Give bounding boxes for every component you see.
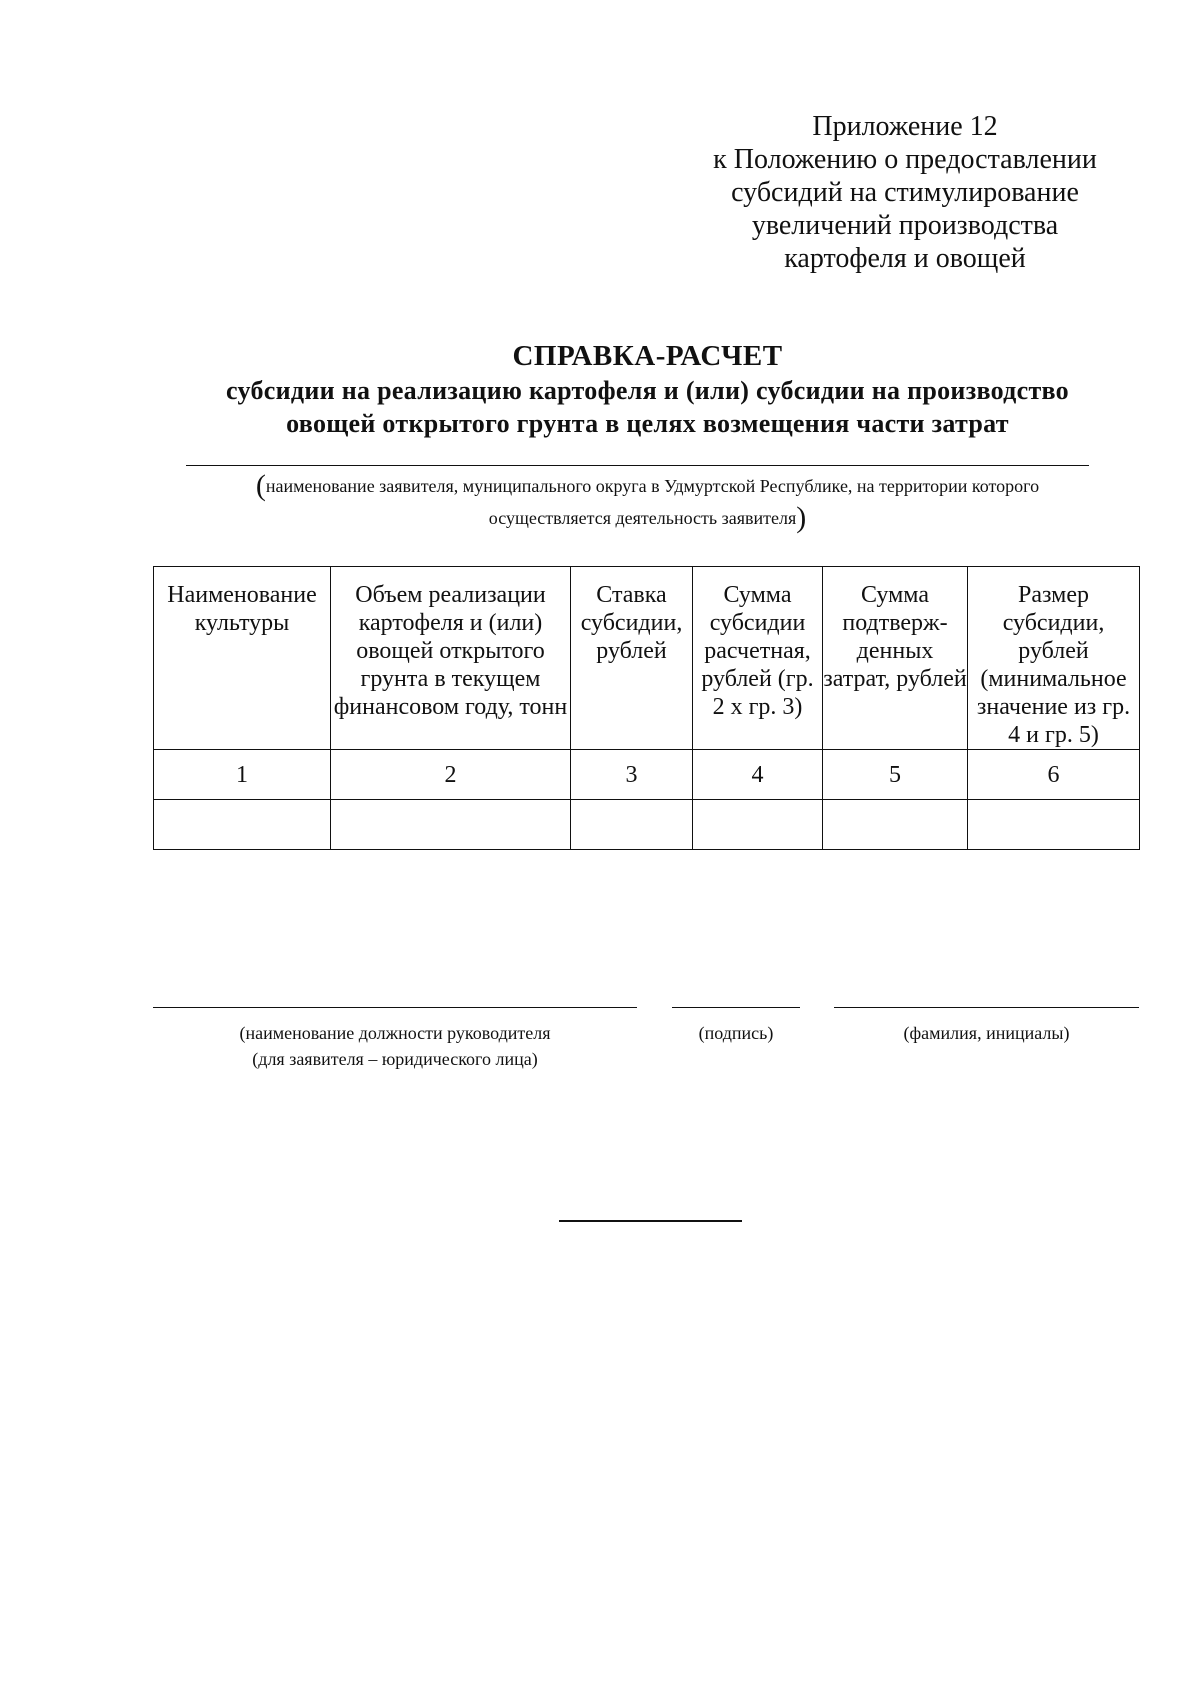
empty-cell — [693, 800, 823, 850]
column-number: 6 — [968, 750, 1140, 800]
column-number: 1 — [154, 750, 331, 800]
empty-cell — [154, 800, 331, 850]
name-caption: (фамилия, инициалы) — [903, 1023, 1070, 1043]
signature-caption: (подпись) — [698, 1023, 774, 1043]
document-title — [150, 338, 1145, 440]
appendix-block — [705, 110, 1105, 275]
applicant-caption-line — [150, 470, 1145, 502]
title-main: СПРАВКА-РАСЧЕТ — [512, 340, 783, 372]
header-subsidy-amount: Размер субсидии, рублей (минимальное значение из гр. 4 и гр. 5) — [968, 567, 1140, 750]
signature-fill-line — [672, 1007, 800, 1008]
appendix-line: картофеля и овощей — [784, 243, 1026, 274]
applicant-fill-line — [186, 465, 1089, 466]
applicant-caption-text: наименование заявителя, муниципального округа в Удмуртской Республике, на территории которого — [265, 476, 1040, 496]
empty-cell — [968, 800, 1140, 850]
header-confirmed-costs: Сумма подтверж-денных затрат, рублей — [823, 567, 968, 750]
title-subtitle-line: овощей открытого грунта в целях возмещения части затрат — [286, 409, 1009, 438]
empty-cell — [571, 800, 693, 850]
column-number: 2 — [331, 750, 571, 800]
applicant-caption-text: осуществляется деятельность заявителя — [488, 508, 797, 528]
appendix-line: увеличений производства — [751, 210, 1059, 241]
position-fill-line — [153, 1007, 637, 1008]
calculation-table — [153, 566, 1140, 850]
position-caption — [153, 1020, 637, 1072]
column-number: 3 — [571, 750, 693, 800]
open-paren: ( — [255, 469, 266, 502]
header-calculated-sum: Сумма субсидии расчетная, рублей (гр. 2 х гр. 3) — [693, 567, 823, 750]
appendix-line: к Положению о предоставлении — [713, 144, 1097, 175]
close-paren: ) — [796, 501, 807, 534]
applicant-caption-line — [150, 502, 1145, 534]
empty-cell — [331, 800, 571, 850]
appendix-line: Приложение 12 — [812, 111, 998, 142]
header-crop-name: Наименование культуры — [154, 567, 331, 750]
table-row — [154, 800, 1140, 850]
table-header-row — [154, 567, 1140, 750]
column-number-row — [154, 750, 1140, 800]
position-caption-line: (наименование должности руководителя — [239, 1023, 551, 1043]
name-fill-line — [834, 1007, 1139, 1008]
column-number: 4 — [693, 750, 823, 800]
empty-cell — [823, 800, 968, 850]
title-subtitle-line: субсидии на реализацию картофеля и (или) субсидии на производство — [226, 376, 1069, 405]
column-number: 5 — [823, 750, 968, 800]
end-divider — [559, 1220, 742, 1222]
header-sales-volume: Объем реализации картофеля и (или) овощей открытого грунта в текущем финансовом году, тонн — [331, 567, 571, 750]
applicant-caption — [150, 470, 1145, 534]
appendix-line: субсидий на стимулирование — [731, 177, 1079, 208]
header-subsidy-rate: Ставка субсидии, рублей — [571, 567, 693, 750]
position-caption-line: (для заявителя – юридического лица) — [252, 1049, 538, 1069]
